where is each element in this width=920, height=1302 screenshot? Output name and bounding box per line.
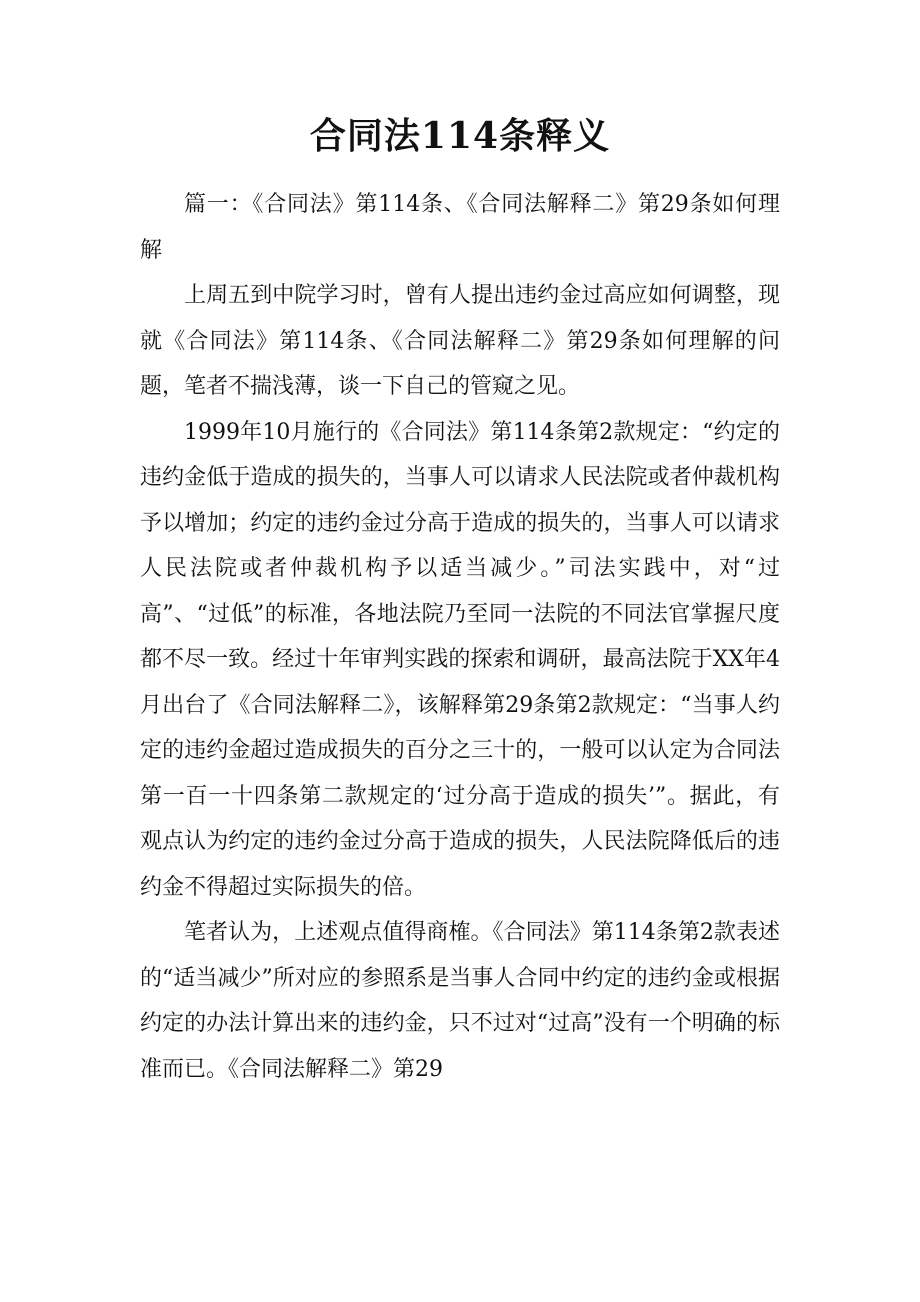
paragraph-author-opinion: 笔者认为，上述观点值得商榷。《合同法》第114条第2款表述的“适当减少”所对应的参照系是当事人合同中约定的违约金或根据约定的办法计算出来的违约金，只不过对“过高”没有一个明确的标准而已。《合同法解释二》第29 [140, 920, 780, 1082]
document-title: 合同法114条释义 [309, 115, 611, 157]
paragraph-law-provisions: 1999年10月施行的《合同法》第114条第2款规定：“约定的违约金低于造成的损失的，当事人可以请求人民法院或者仲裁机构予以增加；约定的违约金过分高于造成的损失的，当事人可以请求人民法院或者仲裁机构予以适当减少。”司法实践中，对“过高”、“过低”的标准，各地法院乃至同一法院的不同法官掌握尺度都不尽一致。经过十年审判实践的探索和调研，最高法院于XX年4月出台了《合同法解释二》，该解释第29条第2款规定：“当事人约定的违约金超过造成损失的百分之三十的，一般可以认定为合同法第一百一十四条第二款规定的‘过分高于造成的损失’”。据此，有观点认为约定的违约金过分高于造成的损失，人民法院降低后的违约金不得超过实际损失的倍。 [140, 419, 780, 900]
paragraph-section-heading: 篇一：《合同法》第114条、《合同法解释二》第29条如何理解 [140, 192, 780, 263]
paragraph-intro: 上周五到中院学习时，曾有人提出违约金过高应如何调整，现就《合同法》第114条、《合同法解释二》第29条如何理解的问题，笔者不揣浅薄，谈一下自己的管窥之见。 [140, 283, 780, 399]
